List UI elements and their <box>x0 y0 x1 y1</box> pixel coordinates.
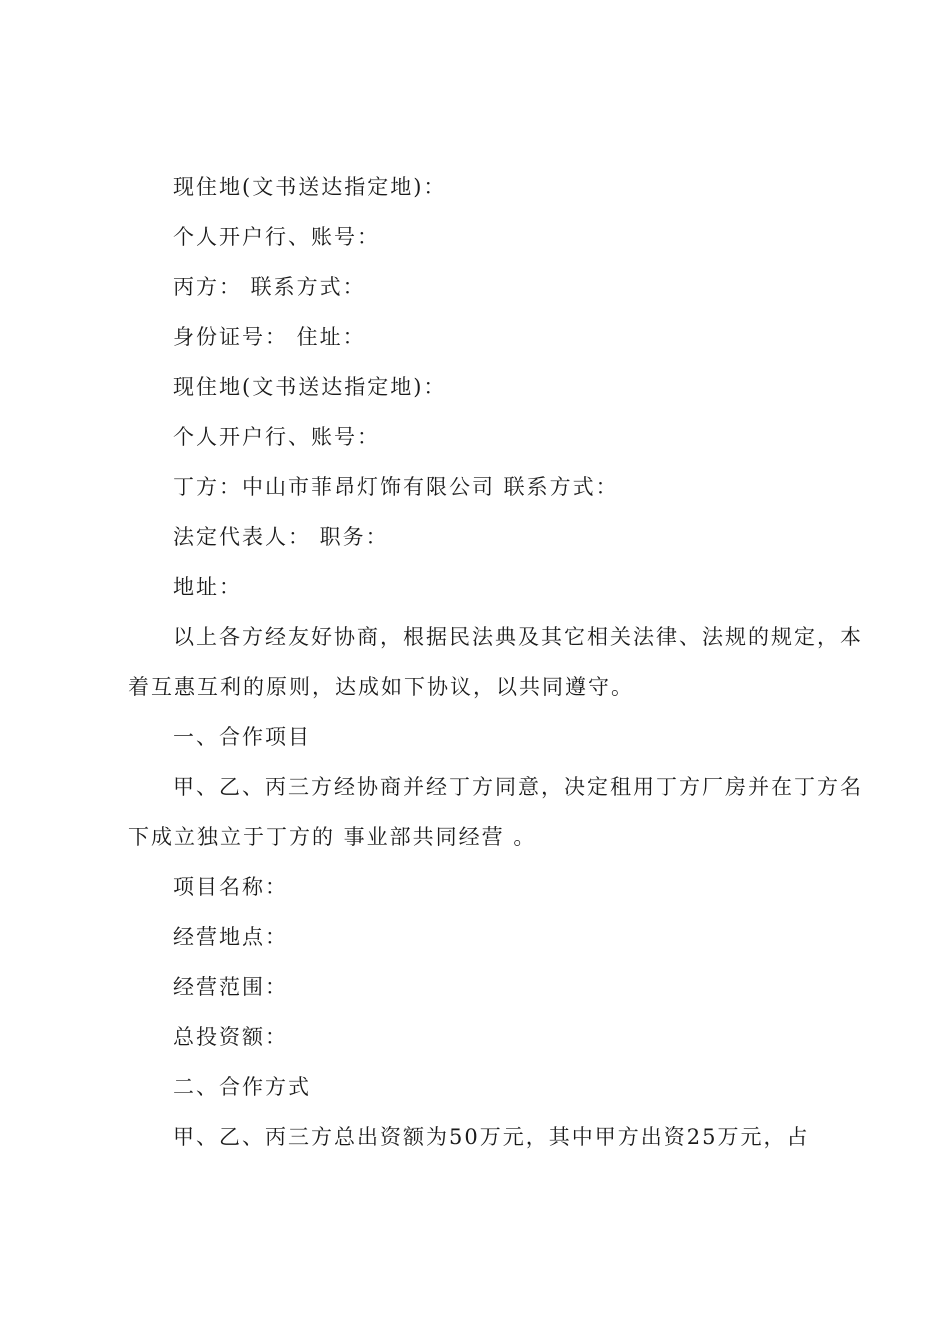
line-legal-rep: 法定代表人： 职务： <box>173 525 389 549</box>
paragraph-cooperation <box>128 762 863 862</box>
field-business-scope: 经营范围： <box>173 975 288 999</box>
line-residence-1: 现住地(文书送达指定地)： <box>173 175 447 199</box>
paragraph-preamble-line-2: 着互惠互利的原则，达成如下协议，以共同遵守。 <box>128 675 634 699</box>
paragraph-preamble <box>128 612 863 712</box>
field-project-name: 项目名称： <box>173 875 288 899</box>
line-residence-2: 现住地(文书送达指定地)： <box>173 375 447 399</box>
paragraph-capital: 甲、乙、丙三方总出资额为50万元，其中甲方出资25万元，占 <box>173 1125 810 1149</box>
paragraph-cooperation-line-1: 甲、乙、丙三方经协商并经丁方同意，决定租用丁方厂房并在丁方名 <box>173 775 863 799</box>
line-address: 地址： <box>173 575 242 599</box>
paragraph-cooperation-line-2: 下成立独立于丁方的 事业部共同经营 。 <box>128 825 537 849</box>
line-bank-account-1: 个人开户行、账号： <box>173 225 380 249</box>
line-id-address: 身份证号： 住址： <box>173 325 366 349</box>
line-bank-account-2: 个人开户行、账号： <box>173 425 380 449</box>
field-business-location: 经营地点： <box>173 925 288 949</box>
line-party-c: 丙方： 联系方式： <box>173 275 366 299</box>
field-total-investment: 总投资额： <box>173 1025 288 1049</box>
line-party-d: 丁方：中山市菲昂灯饰有限公司 联系方式： <box>173 475 619 499</box>
paragraph-preamble-line-1: 以上各方经友好协商，根据民法典及其它相关法律、法规的规定，本 <box>173 625 863 649</box>
document-body <box>128 162 863 1162</box>
section-title-cooperation-method: 二、合作方式 <box>173 1075 311 1099</box>
section-title-cooperation-project: 一、合作项目 <box>173 725 311 749</box>
